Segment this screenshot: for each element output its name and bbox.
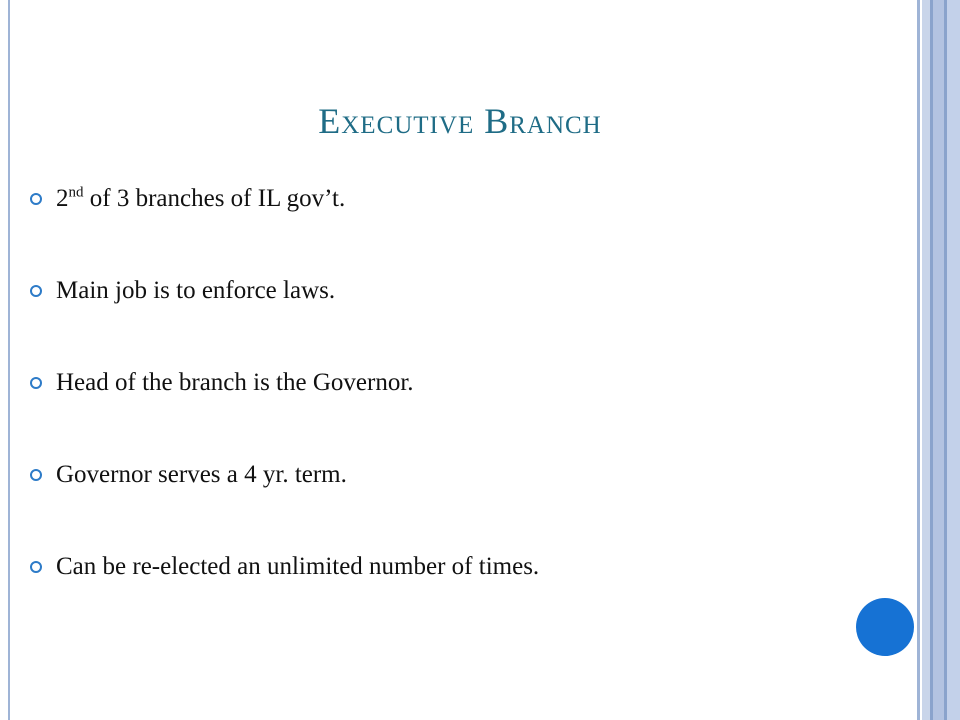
- hollow-circle-icon: [30, 377, 42, 389]
- right-frame-stripe: [947, 0, 960, 720]
- bullet-text-suffix: of 3 branches of IL gov’t.: [83, 185, 346, 212]
- bullet-text: Head of the branch is the Governor.: [56, 369, 414, 396]
- right-frame-stripe: [933, 0, 944, 720]
- bullet-text: Main job is to enforce laws.: [56, 277, 336, 304]
- hollow-circle-icon: [30, 193, 42, 205]
- right-frame-stripe: [922, 0, 930, 720]
- bullet-text-prefix: 2: [56, 185, 69, 212]
- hollow-circle-icon: [30, 469, 42, 481]
- bullet-item: [30, 268, 900, 314]
- hollow-circle-icon: [30, 285, 42, 297]
- bullet-item: [30, 452, 900, 498]
- bullet-item: [30, 544, 900, 590]
- slide-title: Executive Branch: [318, 101, 602, 141]
- hollow-circle-icon: [30, 561, 42, 573]
- bullet-text-superscript: nd: [68, 184, 84, 201]
- bullet-item: [30, 360, 900, 406]
- bullet-text: Governor serves a 4 yr. term.: [56, 461, 347, 488]
- bullet-item: [30, 176, 900, 222]
- bullet-list: [30, 176, 900, 636]
- bullet-text: Can be re-elected an unlimited number of times.: [56, 553, 540, 580]
- blue-dot-icon: [856, 598, 914, 656]
- bullet-text: [56, 185, 345, 213]
